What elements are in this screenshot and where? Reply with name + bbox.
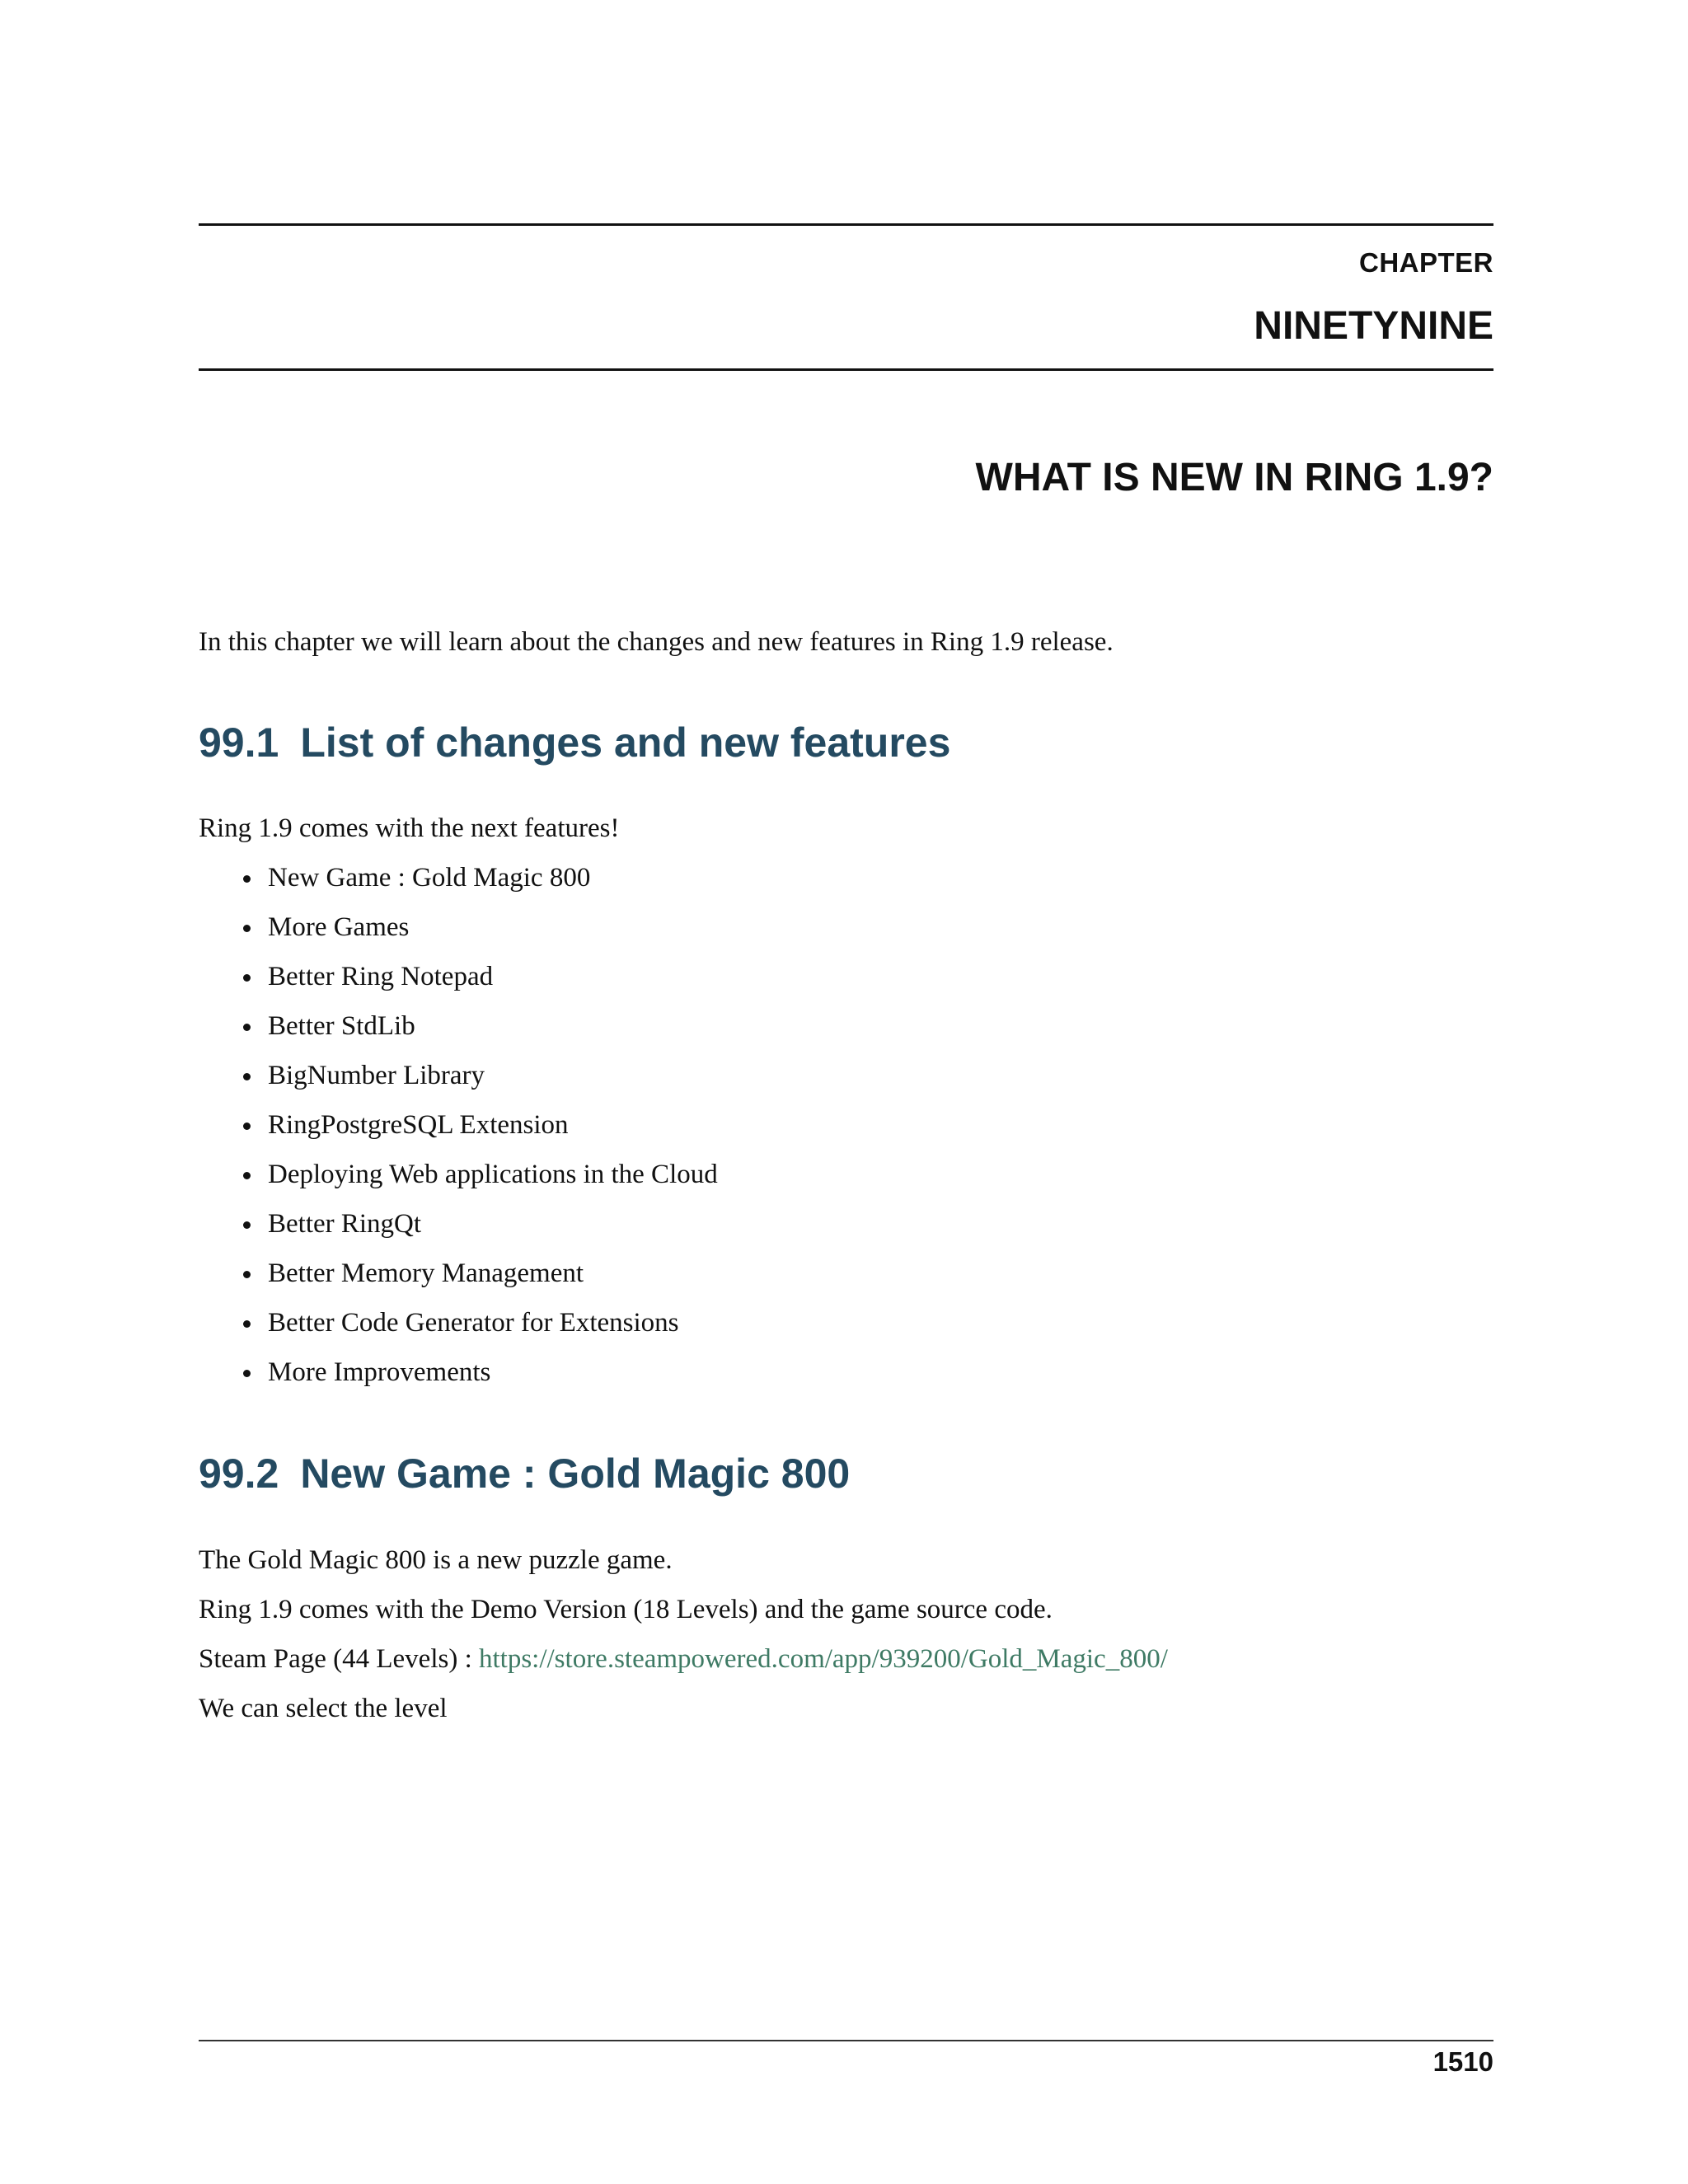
list-item: Better Ring Notepad — [241, 960, 718, 1010]
features-lead: Ring 1.9 comes with the next features! — [199, 813, 620, 843]
list-item: More Improvements — [241, 1356, 718, 1405]
bullet-icon — [243, 974, 251, 982]
bullet-icon — [243, 1122, 251, 1130]
list-item: BigNumber Library — [241, 1059, 718, 1108]
section-title: New Game : Gold Magic 800 — [300, 1451, 851, 1497]
game-paragraph-2: Ring 1.9 comes with the Demo Version (18 Levels) and the game source code. — [199, 1595, 1053, 1624]
list-item: More Games — [241, 911, 718, 960]
bullet-icon — [243, 875, 251, 883]
steam-page-link[interactable]: https://store.steampowered.com/app/939200/Gold_Magic_800/ — [479, 1644, 1168, 1674]
bullet-icon — [243, 925, 251, 932]
bullet-icon — [243, 1271, 251, 1278]
list-item: Deploying Web applications in the Cloud — [241, 1158, 718, 1207]
section-heading-99-2 — [199, 1450, 850, 1497]
section-number: 99.2 — [199, 1451, 279, 1497]
chapter-bottom-rule — [199, 368, 1493, 371]
bullet-icon — [243, 1073, 251, 1080]
bullet-icon — [243, 1221, 251, 1229]
intro-paragraph: In this chapter we will learn about the changes and new features in Ring 1.9 release. — [199, 627, 1114, 657]
list-item: Better StdLib — [241, 1010, 718, 1059]
section-heading-99-1 — [199, 719, 950, 766]
game-paragraph-4: We can select the level — [199, 1694, 448, 1723]
list-item: Better Memory Management — [241, 1257, 718, 1306]
list-item: Better RingQt — [241, 1207, 718, 1257]
bullet-icon — [243, 1370, 251, 1377]
chapter-label: CHAPTER — [1358, 247, 1493, 278]
features-list — [241, 861, 718, 1405]
bullet-icon — [243, 1024, 251, 1031]
section-number: 99.1 — [199, 719, 279, 766]
list-item: RingPostgreSQL Extension — [241, 1108, 718, 1158]
chapter-number: NINETYNINE — [1254, 304, 1493, 348]
bullet-icon — [243, 1172, 251, 1179]
list-item: New Game : Gold Magic 800 — [241, 861, 718, 911]
section-title: List of changes and new features — [300, 719, 951, 766]
page-number: 1510 — [1432, 2046, 1493, 2077]
chapter-top-rule — [199, 223, 1493, 226]
game-paragraph-1: The Gold Magic 800 is a new puzzle game. — [199, 1545, 673, 1575]
bullet-icon — [243, 1320, 251, 1328]
steam-page-paragraph — [199, 1643, 1168, 1675]
list-item: Better Code Generator for Extensions — [241, 1306, 718, 1356]
steam-page-label: Steam Page (44 Levels) : — [199, 1644, 479, 1674]
footer-rule — [199, 2040, 1493, 2041]
chapter-title: WHAT IS NEW IN RING 1.9? — [975, 456, 1493, 499]
